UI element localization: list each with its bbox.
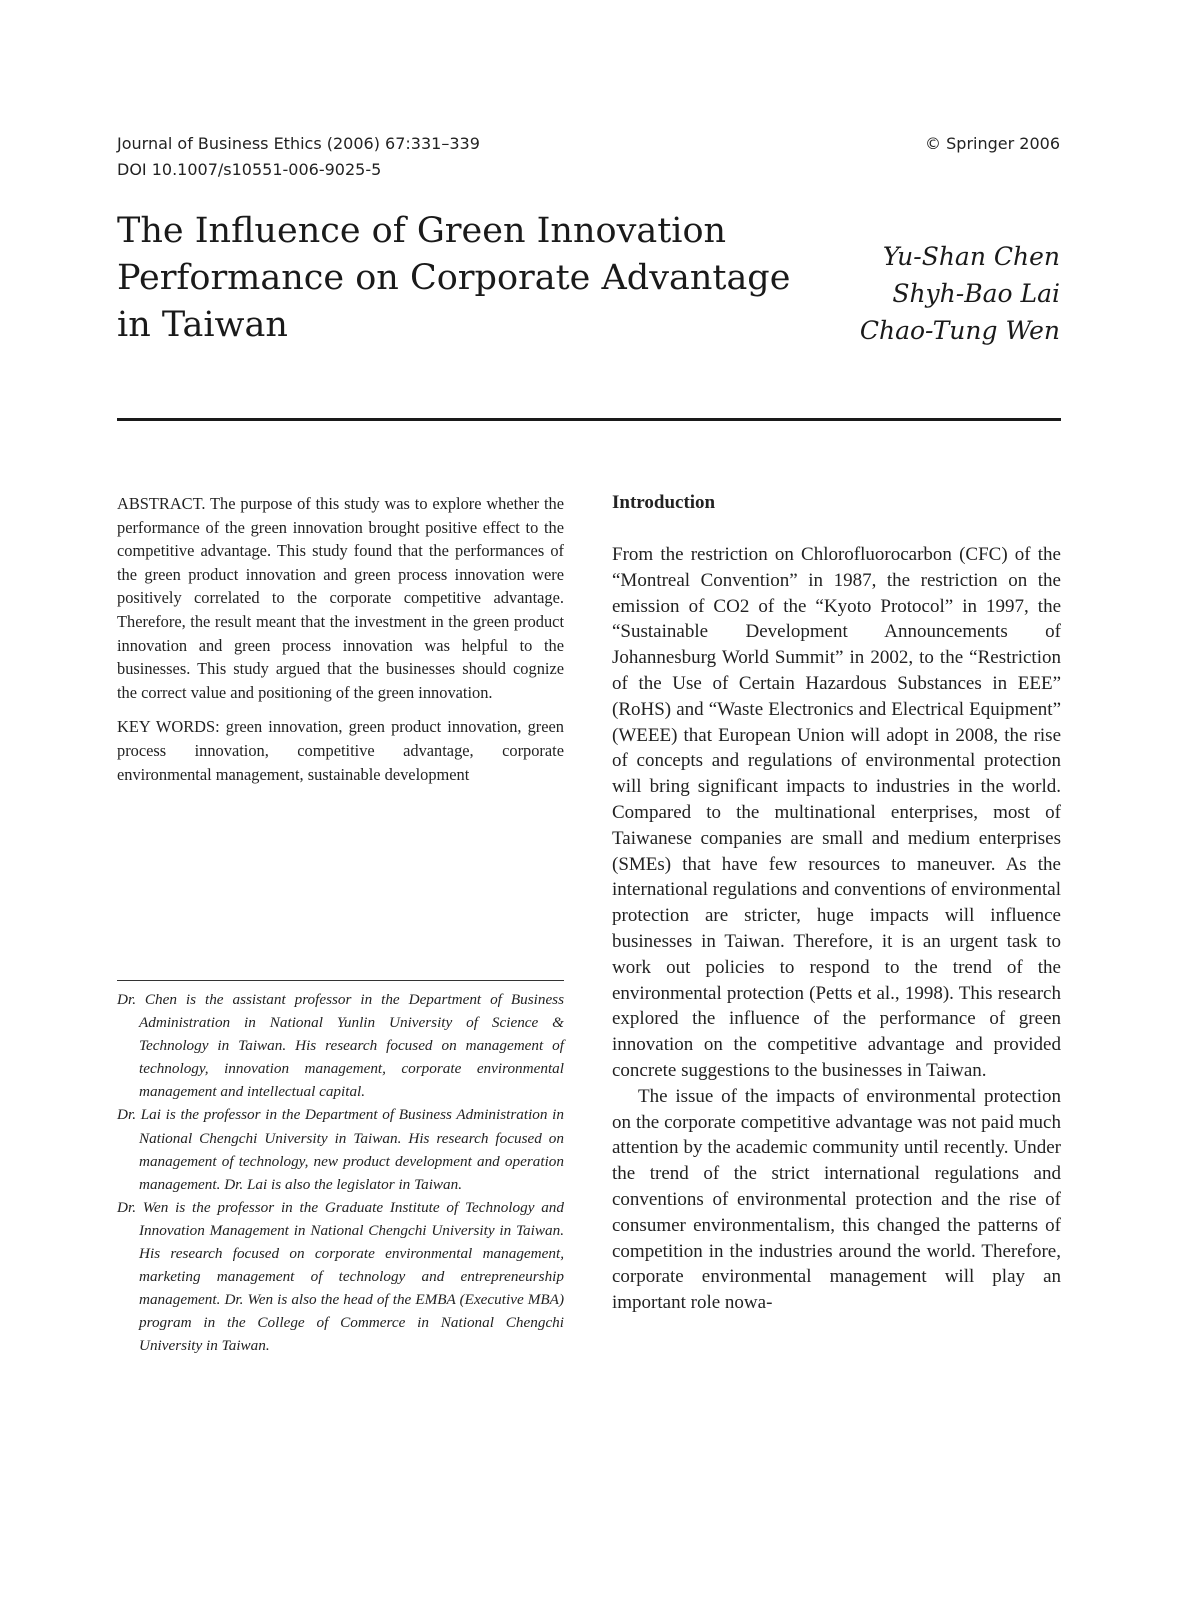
abstract-column bbox=[117, 492, 564, 786]
author-name: Yu-Shan Chen bbox=[882, 242, 1060, 271]
author-name: Shyh-Bao Lai bbox=[892, 279, 1060, 308]
title-line-3: in Taiwan bbox=[117, 305, 288, 345]
journal-header bbox=[117, 131, 480, 183]
title-divider bbox=[117, 418, 1061, 421]
title-line-1: The Influence of Green Innovation bbox=[117, 211, 727, 251]
author-footnotes bbox=[117, 988, 564, 1358]
journal-citation: Journal of Business Ethics (2006) 67:331–339 bbox=[117, 134, 480, 153]
intro-paragraph-2: The issue of the impacts of environmental protection on the corporate competitive advantage was not paid much attention by the academic community until recently. Under the trend of the strict international regulations and conventions of environmental protection and the rise of consumer environmentalism, this changed the patterns of competition in the industries around the world. Therefore, corporate environmental management will play an important role nowa- bbox=[612, 1085, 1061, 1314]
author-name: Chao-Tung Wen bbox=[859, 316, 1060, 345]
title-line-2: Performance on Corporate Advantage bbox=[117, 258, 791, 298]
copyright-notice: © Springer 2006 bbox=[925, 134, 1060, 153]
paper-title bbox=[117, 208, 791, 349]
footnote-lai: Dr. Lai is the professor in the Department of Business Administration in National Chengchi University in Taiwan. His research focused on management of technology, new product development and operation management. Dr. Lai is also the legislator in Taiwan. bbox=[117, 1106, 564, 1193]
footnote-divider bbox=[117, 980, 564, 981]
keywords: KEY WORDS: green innovation, green product innovation, green process innovation, competitive advantage, corporate environmental management, sustainable development bbox=[117, 717, 564, 784]
doi: DOI 10.1007/s10551-006-9025-5 bbox=[117, 160, 382, 179]
introduction-column bbox=[612, 490, 1061, 1316]
footnote-wen: Dr. Wen is the professor in the Graduate Institute of Technology and Innovation Management in National Chengchi University in Taiwan. His research focused on corporate environmental management, marketing management of technology and entrepreneurship management. Dr. Wen is also the head of the EMBA (Executive MBA) program in the College of Commerce in National Chengchi University in Taiwan. bbox=[117, 1198, 564, 1355]
intro-paragraph-1: From the restriction on Chlorofluorocarbon (CFC) of the “Montreal Convention” in 1987, the restriction on the emission of CO2 of the “Kyoto Protocol” in 1997, the “Sustainable Development Announcements of Johannesburg World Summit” in 2002, to the “Restriction of the Use of Certain Hazardous Substances in EEE” (RoHS) and “Waste Electronics and Electrical Equipment” (WEEE) that European Union will adopt in 2008, the rise of concepts and regulations of environmental protection will bring significant impacts to industries in the world. Compared to the multinational enterprises, most of Taiwanese companies are small and medium enterprises (SMEs) that have few resources to maneuver. As the international regulations and conventions of environmental protection are stricter, huge impacts will influence businesses in Taiwan. Therefore, it is an urgent task to work out policies to respond to the trend of the environmental protection (Petts et al., 1998). This research explored the influence of the performance of green innovation on the competitive advantage and provided concrete suggestions to the businesses in Taiwan. bbox=[612, 544, 1062, 1081]
abstract: ABSTRACT. The purpose of this study was to explore whether the performance of the green innovation brought positive effect to the competitive advantage. This study found that the performances of the green product innovation and green process innovation were positively correlated to the corporate competitive advantage. Therefore, the result meant that the investment in the green product innovation and green process innovation was helpful to the businesses. This study argued that the businesses should cognize the correct value and positioning of the green innovation. bbox=[117, 494, 564, 702]
footnote-chen: Dr. Chen is the assistant professor in the Department of Business Administration in National Yunlin University of Science & Technology in Taiwan. His research focused on management of technology, innovation management, corporate environmental management and intellectual capital. bbox=[117, 991, 564, 1101]
author-list bbox=[860, 238, 1060, 349]
section-heading: Introduction bbox=[612, 492, 716, 513]
